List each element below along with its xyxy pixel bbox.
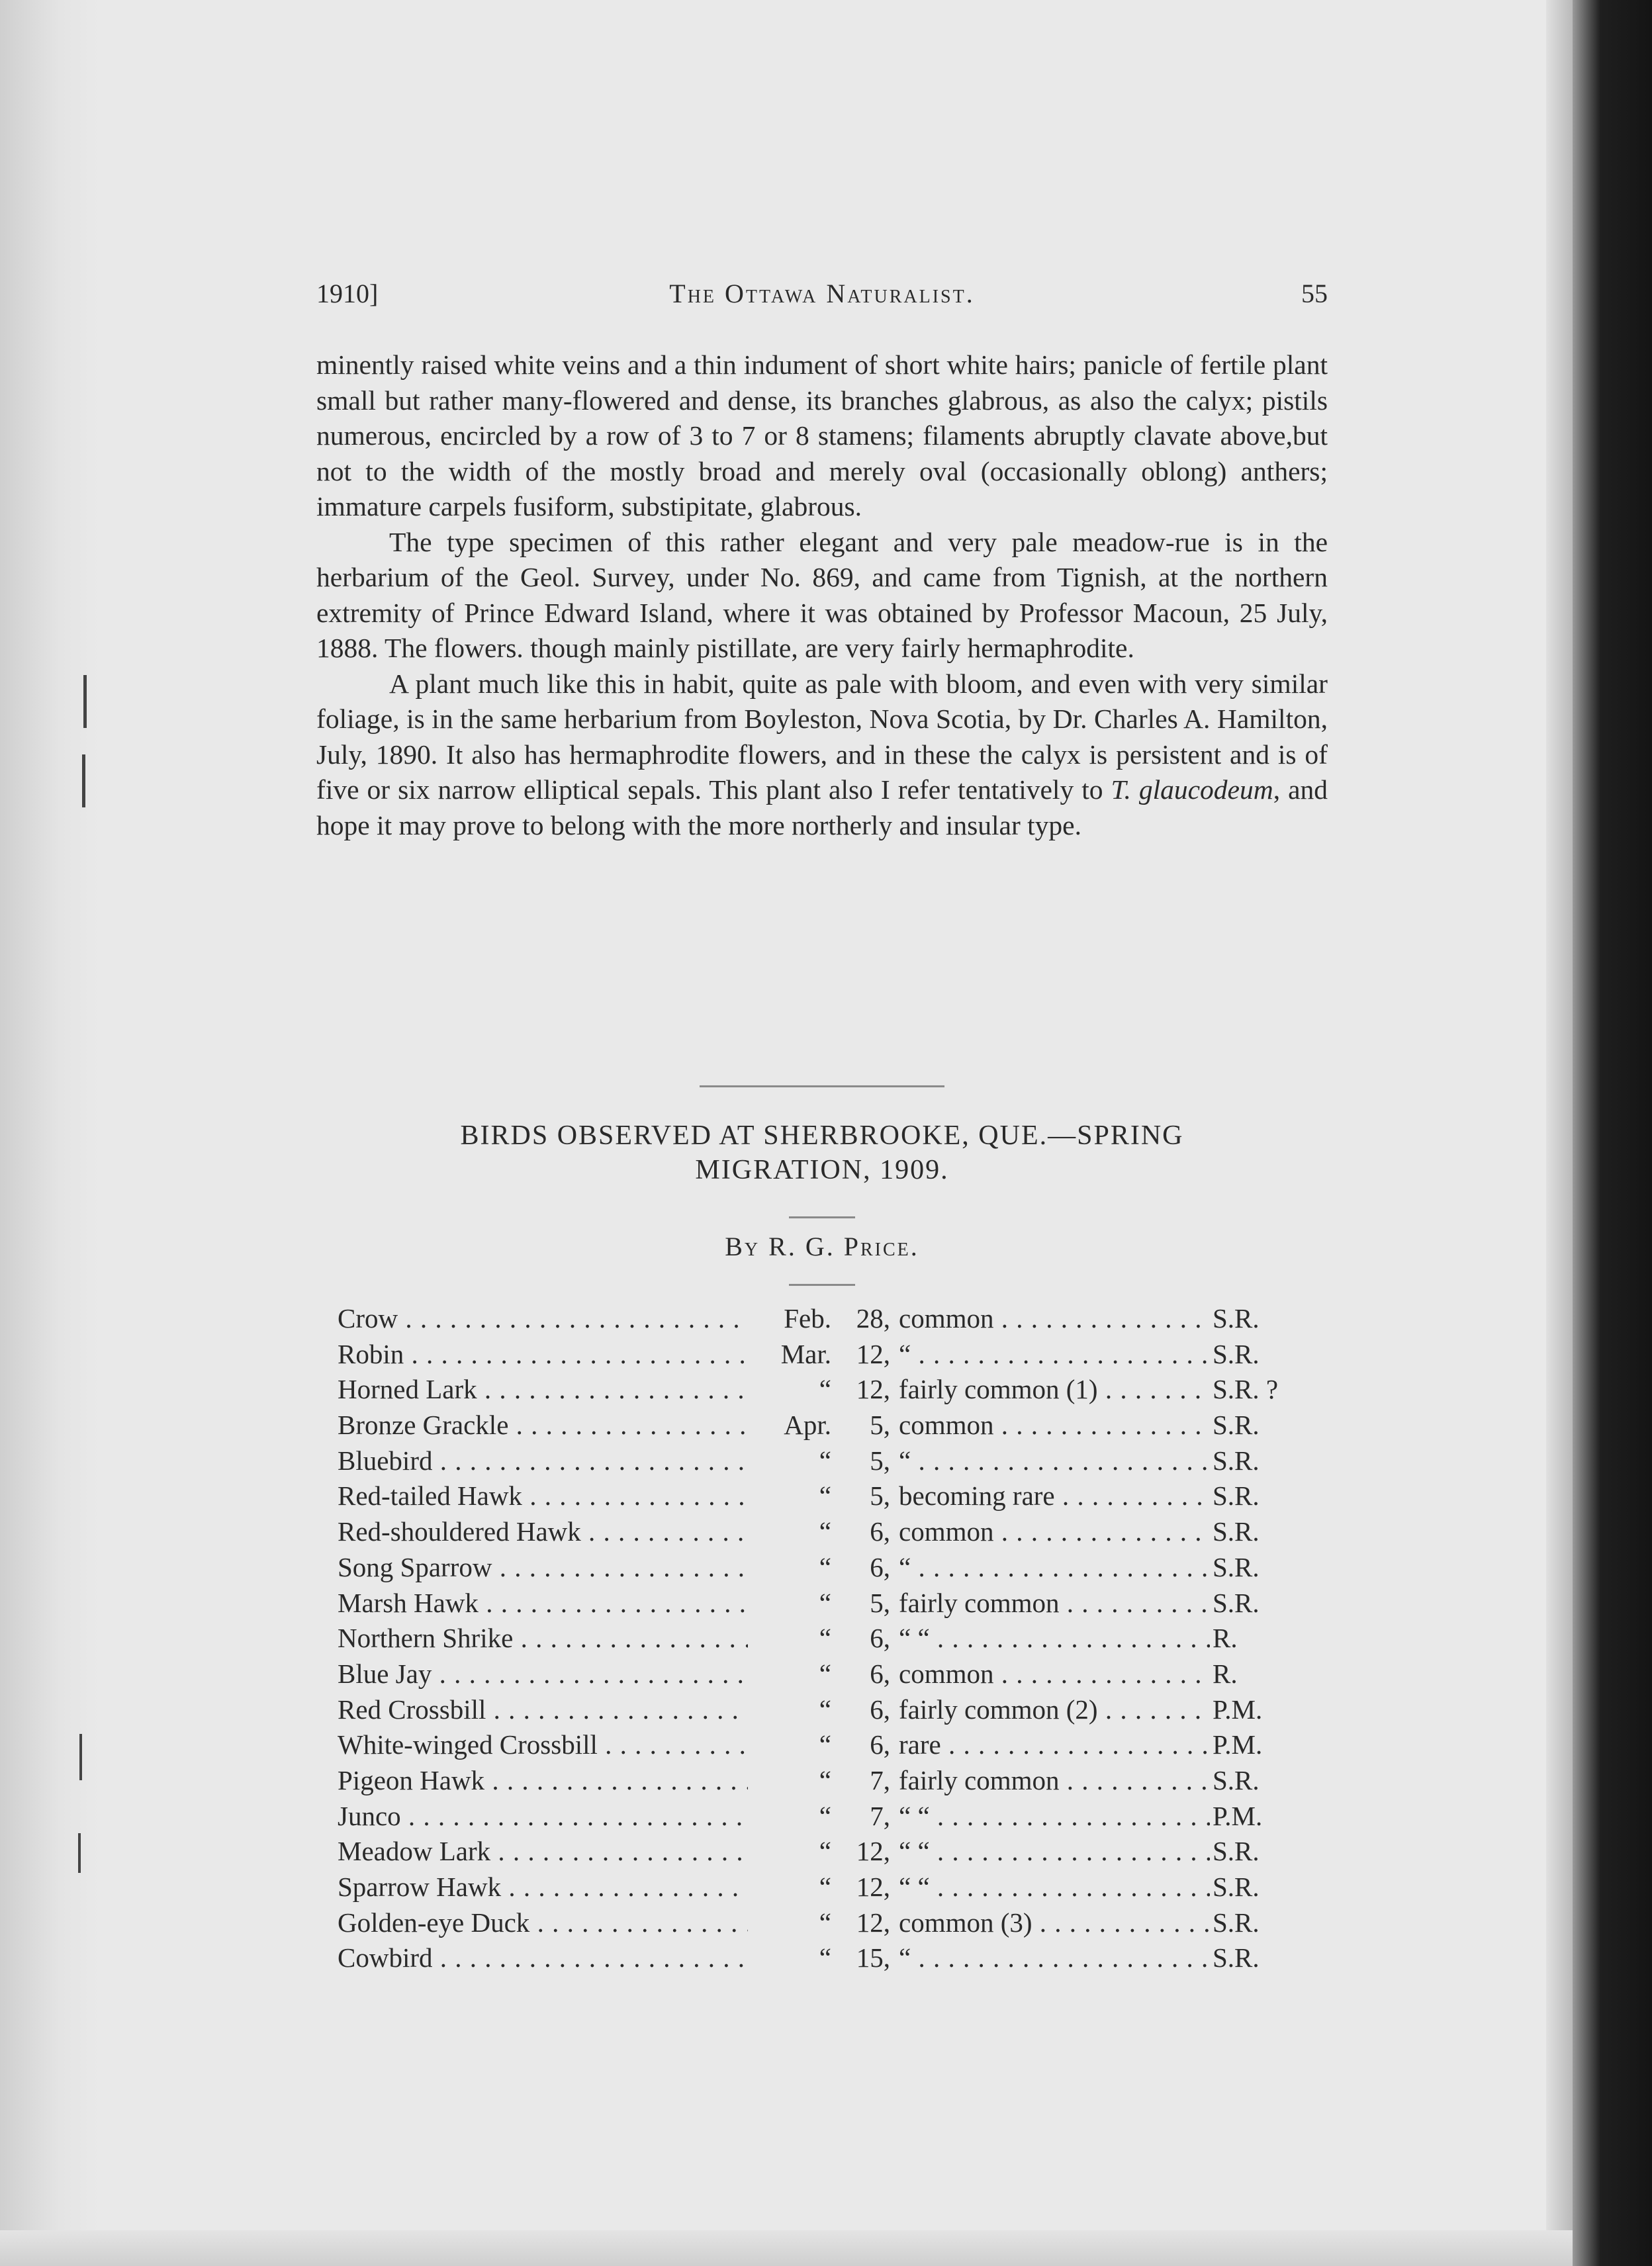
- bird-month: “: [749, 1516, 831, 1547]
- bird-day: 5,: [870, 1587, 890, 1618]
- bird-abundance: common . . .: [899, 1302, 1211, 1334]
- bird-month: “: [749, 1373, 831, 1405]
- bird-row: [338, 1587, 1330, 1623]
- bird-day: 15,: [856, 1942, 890, 1973]
- bird-month: “: [749, 1445, 831, 1476]
- byline-rule: [789, 1284, 855, 1286]
- title-line: BIRDS OBSERVED AT SHERBROOKE, QUE.—SPRING: [460, 1120, 1184, 1151]
- bird-status: S.R.: [1210, 1445, 1260, 1476]
- bird-row: [338, 1409, 1330, 1445]
- bird-month: “: [749, 1551, 831, 1583]
- bird-row: [338, 1907, 1330, 1942]
- paragraph-text: A plant much like this in habit, quite as pale with bloom, and even with very similar foliage, is in the same herbarium from Boyleston, Nova Scotia, by Dr. Charles A. Hamilton, July, 1890. It also has hermaphrodite flowers, and in these the calyx is persistent and is of five or six narrow elliptical sepals. This plant also I refer tentatively to: [316, 668, 1328, 805]
- bird-month: “: [749, 1871, 831, 1903]
- paragraph: minently raised white veins and a thin indument of short white hairs; panicle of fertile plant small but rather many-flowered and dense, its branches glabrous, as also the calyx; pistils numerous, encircled by a row of 3 to 7 or 8 stamens; filaments abruptly clavate above,but not to the width of the mostly broad and merely oval (occasionally oblong) anthers; immature carpels fusiform, substipitate, glabrous.: [316, 349, 1328, 521]
- bird-month: “: [749, 1480, 831, 1512]
- bird-row: [338, 1373, 1330, 1409]
- header-year: 1910]: [316, 279, 379, 308]
- bird-name: Bronze Grackle . . .: [338, 1409, 748, 1441]
- bird-status: S.R.: [1210, 1587, 1260, 1619]
- bird-row: [338, 1445, 1330, 1480]
- bird-month: Mar.: [749, 1338, 831, 1370]
- bird-day: 12,: [856, 1836, 890, 1867]
- bird-day: 12,: [856, 1374, 890, 1405]
- bird-month: “: [749, 1942, 831, 1973]
- bird-status: S.R.: [1210, 1871, 1260, 1903]
- bird-day: 28,: [856, 1303, 890, 1334]
- bird-row: [338, 1729, 1330, 1764]
- bird-day: 6,: [870, 1658, 890, 1689]
- scan-right-border: [1573, 0, 1652, 2266]
- bird-abundance: “ . . .: [899, 1338, 1211, 1370]
- bird-status: S.R.: [1210, 1409, 1260, 1441]
- bird-month: Apr.: [749, 1409, 831, 1441]
- byline: By R. G. Price.: [725, 1232, 919, 1261]
- bird-abundance: “ . . .: [899, 1551, 1211, 1583]
- bird-abundance: rare . . .: [899, 1729, 1211, 1760]
- bird-row: [338, 1800, 1330, 1836]
- bird-row: [338, 1764, 1330, 1800]
- bird-abundance: fairly common . . .: [899, 1764, 1211, 1796]
- bird-abundance: “ “ . . .: [899, 1871, 1211, 1903]
- bird-row: [338, 1658, 1330, 1694]
- bird-status: S.R. ?: [1210, 1373, 1278, 1405]
- bird-abundance: common . . .: [899, 1516, 1211, 1547]
- scan-left-shadow: [0, 0, 99, 2266]
- bird-row: [338, 1694, 1330, 1729]
- bird-list: [338, 1302, 1330, 1977]
- journal-title: The Ottawa Naturalist.: [669, 279, 975, 308]
- bird-name: Bluebird . . .: [338, 1445, 748, 1476]
- bird-month: Feb.: [749, 1302, 831, 1334]
- scan-mark: [79, 1734, 82, 1780]
- bird-abundance: “ . . .: [899, 1445, 1211, 1476]
- title-line: MIGRATION, 1909.: [695, 1155, 949, 1185]
- bird-month: “: [749, 1729, 831, 1760]
- bird-status: P.M.: [1210, 1800, 1262, 1832]
- bird-month: “: [749, 1800, 831, 1832]
- bird-name: Marsh Hawk . . .: [338, 1587, 748, 1619]
- bird-row: [338, 1338, 1330, 1374]
- bird-status: S.R.: [1210, 1551, 1260, 1583]
- bird-month: “: [749, 1587, 831, 1619]
- bird-name: Meadow Lark . . .: [338, 1835, 748, 1867]
- page-number: 55: [1301, 279, 1328, 308]
- bird-abundance: fairly common (1) . . .: [899, 1373, 1211, 1405]
- bird-day: 6,: [870, 1623, 890, 1654]
- bird-month: “: [749, 1694, 831, 1725]
- bird-status: S.R.: [1210, 1835, 1260, 1867]
- scan-mark: [83, 675, 87, 728]
- bird-abundance: “ “ . . .: [899, 1622, 1211, 1654]
- body-text: [316, 347, 1328, 843]
- bird-day: 6,: [870, 1694, 890, 1725]
- bird-status: R.: [1210, 1658, 1238, 1690]
- bird-abundance: common (3) . . .: [899, 1907, 1211, 1938]
- bird-status: P.M.: [1210, 1729, 1262, 1760]
- bird-status: S.R.: [1210, 1516, 1260, 1547]
- paragraph: The type specimen of this rather elegant and very pale meadow-rue is in the herbarium of the Geol. Survey, under No. 869, and came from Tignish, at the northern extremity of Prince Edward Island, where it was obtained by Professor Macoun, 25 July, 1888. The flowers. though mainly pistillate, are very fairly hermaphrodite.: [316, 526, 1328, 663]
- bird-name: Horned Lark . . .: [338, 1373, 748, 1405]
- bird-name: White-winged Crossbill . . .: [338, 1729, 748, 1760]
- bird-name: Golden-eye Duck . . .: [338, 1907, 748, 1938]
- article-title: [316, 1118, 1328, 1187]
- bird-name: Junco . . .: [338, 1800, 748, 1832]
- scan-mark: [82, 754, 85, 807]
- bird-day: 7,: [870, 1800, 890, 1831]
- paragraph-text: , and hope it may prove to belong with the more northerly and insular type.: [316, 774, 1328, 840]
- bird-abundance: “ “ . . .: [899, 1800, 1211, 1832]
- bird-status: P.M.: [1210, 1694, 1262, 1725]
- bird-day: 6,: [870, 1516, 890, 1547]
- bird-row: [338, 1480, 1330, 1516]
- bird-status: S.R.: [1210, 1942, 1260, 1973]
- bird-name: Pigeon Hawk . . .: [338, 1764, 748, 1796]
- bird-abundance: “ “ . . .: [899, 1835, 1211, 1867]
- scan-mark: [78, 1833, 81, 1873]
- bird-abundance: common . . .: [899, 1658, 1211, 1690]
- bird-status: S.R.: [1210, 1302, 1260, 1334]
- bird-day: 5,: [870, 1480, 890, 1512]
- bird-name: Red-tailed Hawk . . .: [338, 1480, 748, 1512]
- bird-day: 12,: [856, 1907, 890, 1938]
- bird-name: Northern Shrike . . .: [338, 1622, 748, 1654]
- bird-name: Robin . . .: [338, 1338, 748, 1370]
- bird-status: S.R.: [1210, 1764, 1260, 1796]
- bird-name: Song Sparrow . . .: [338, 1551, 748, 1583]
- bird-row: [338, 1551, 1330, 1587]
- bird-abundance: fairly common . . .: [899, 1587, 1211, 1619]
- bird-row: [338, 1622, 1330, 1658]
- bird-name: Crow . . .: [338, 1302, 748, 1334]
- bird-abundance: fairly common (2) . . .: [899, 1694, 1211, 1725]
- bird-name: Red Crossbill . . .: [338, 1694, 748, 1725]
- running-header: [316, 278, 1328, 318]
- page-right-edge: [1546, 0, 1573, 2266]
- bird-day: 6,: [870, 1729, 890, 1760]
- bird-row: [338, 1516, 1330, 1551]
- bird-day: 12,: [856, 1872, 890, 1902]
- bird-row: [338, 1942, 1330, 1977]
- bird-day: 5,: [870, 1410, 890, 1441]
- species-name: T. glaucodeum: [1111, 774, 1273, 805]
- bird-month: “: [749, 1907, 831, 1938]
- bird-status: S.R.: [1210, 1907, 1260, 1938]
- bird-row: [338, 1835, 1330, 1871]
- bird-day: 7,: [870, 1764, 890, 1795]
- bird-name: Cowbird . . .: [338, 1942, 748, 1973]
- page-bottom-edge: [0, 2230, 1573, 2266]
- bird-month: “: [749, 1835, 831, 1867]
- bird-abundance: “ . . .: [899, 1942, 1211, 1973]
- paragraph: [316, 666, 1328, 844]
- bird-month: “: [749, 1764, 831, 1796]
- bird-row: [338, 1302, 1330, 1338]
- bird-day: 5,: [870, 1445, 890, 1476]
- bird-status: R.: [1210, 1622, 1238, 1654]
- bird-month: “: [749, 1658, 831, 1690]
- section-divider: [700, 1085, 944, 1087]
- bird-day: 12,: [856, 1338, 890, 1369]
- bird-status: S.R.: [1210, 1480, 1260, 1512]
- title-rule: [789, 1216, 855, 1218]
- bird-name: Red-shouldered Hawk . . .: [338, 1516, 748, 1547]
- bird-name: Blue Jay . . .: [338, 1658, 748, 1690]
- bird-status: S.R.: [1210, 1338, 1260, 1370]
- bird-abundance: common . . .: [899, 1409, 1211, 1441]
- bird-day: 6,: [870, 1551, 890, 1582]
- bird-row: [338, 1871, 1330, 1907]
- bird-abundance: becoming rare . . .: [899, 1480, 1211, 1512]
- bird-name: Sparrow Hawk . . .: [338, 1871, 748, 1903]
- bird-month: “: [749, 1622, 831, 1654]
